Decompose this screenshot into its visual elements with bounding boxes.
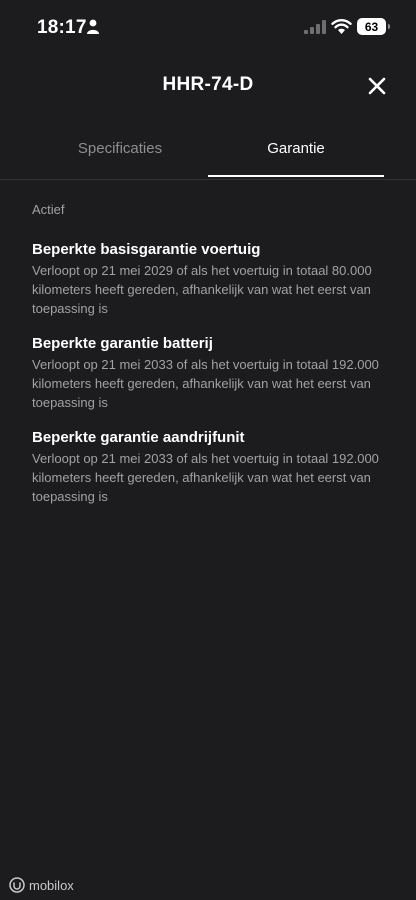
warranty-item [32, 240, 392, 318]
warranty-item [32, 428, 392, 506]
warranty-item [32, 334, 392, 412]
page-title: HHR-74-D [162, 74, 254, 95]
status-time: 18:17 [37, 17, 87, 38]
active-tab-indicator [208, 175, 384, 177]
tab-garantie[interactable]: Garantie [267, 140, 325, 157]
tab-specificaties[interactable]: Specificaties [77, 140, 163, 157]
close-icon[interactable] [364, 73, 390, 99]
warranty-description: Verloopt op 21 mei 2033 of als het voertuig in totaal 192.000 kilometers heeft gereden, afhankelijk van wat het eerst van toepassing is [32, 451, 379, 504]
warranty-description: Verloopt op 21 mei 2029 of als het voertuig in totaal 80.000 kilometers heeft gereden, afhankelijk van wat het eerst van toepassing is [32, 263, 372, 316]
status-bar [0, 0, 416, 56]
warranty-description: Verloopt op 21 mei 2033 of als het voertuig in totaal 192.000 kilometers heeft gereden, afhankelijk van wat het eerst van toepassing is [32, 357, 379, 410]
signal-icon [304, 20, 326, 34]
section-label-actief: Actief [32, 202, 65, 217]
battery-icon [357, 18, 386, 35]
watermark-text: mobilox [29, 877, 74, 893]
warranty-title: Beperkte basisgarantie voertuig [32, 241, 261, 258]
warranty-title: Beperkte garantie aandrijfunit [32, 429, 245, 446]
watermark [9, 877, 74, 893]
mobilox-logo-icon [9, 877, 25, 893]
warranty-title: Beperkte garantie batterij [32, 335, 213, 352]
tab-bar [0, 128, 416, 180]
battery-level: 63 [364, 19, 379, 34]
person-icon [87, 19, 99, 34]
wifi-icon [331, 18, 352, 34]
